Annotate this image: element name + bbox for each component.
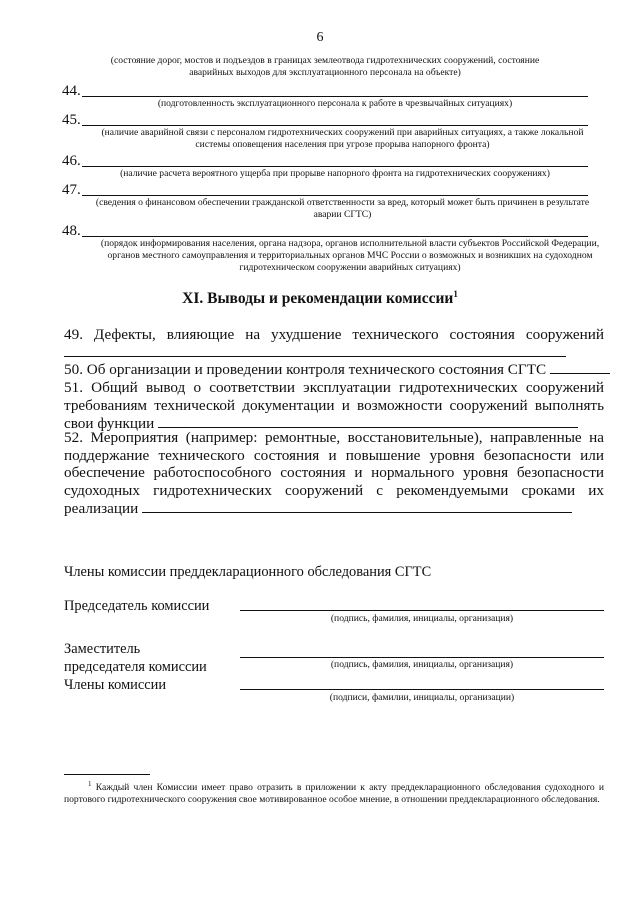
item-48-caption: (порядок информирования населения, органа надзора, органов исполнительной власти субъектов Российской Федерации, органов местного самоуправления и территориальных органов МЧС России о возможных и возникших на судоходном гидротехническом сооружении аварийных ситуациях)	[100, 238, 600, 273]
item-46-fill-line[interactable]	[82, 166, 588, 167]
item-47-fill-line[interactable]	[82, 195, 588, 196]
caption-item-43: (состояние дорог, мостов и подъездов в границах землеотвода гидротехнических сооружений, состояние аварийных выходов для эксплуатационного персонала на объекте)	[110, 55, 540, 78]
members-signature-line[interactable]	[240, 689, 604, 690]
footnote-text: Каждый член Комиссии имеет право отразить в приложении к акту преддекларационного обследования судоходного и портового гидротехнического сооружения свое мотивированное особое мнение, в отношении преддекларационного обследования.	[64, 782, 604, 806]
item-48-fill-line[interactable]	[82, 236, 588, 237]
footnote-separator	[64, 774, 150, 775]
item-44-number: 44.	[62, 83, 81, 99]
paragraph-52: 52. Мероприятия (например: ремонтные, восстановительные), направленные на поддержание технического состояния и повышение уровня безопасности или обеспечение работоспособного состояния и нормального уровня безопасности судоходных гидротехнических сооружений с рекомендуемыми сроками их реализации	[64, 429, 604, 518]
item-46-caption: (наличие расчета вероятного ущерба при прорыве напорного фронта на гидротехнических сооружениях)	[120, 168, 550, 179]
item-44-fill-line[interactable]	[82, 96, 588, 97]
paragraph-51: 51. Общий вывод о соответствии эксплуатации гидротехнических сооружений требованиям технической документации и возможности сооружений выполнять свои функции	[64, 379, 604, 433]
deputy-label-line2: председателя комиссии	[64, 659, 207, 675]
paragraph-49-fill-line[interactable]	[64, 356, 566, 357]
item-45-fill-line[interactable]	[82, 125, 588, 126]
paragraph-50-fill-line[interactable]	[550, 360, 610, 374]
item-47-caption: (сведения о финансовом обеспечении гражданской ответственности за вред, который может быть причинен в результате аварии СГТС)	[95, 197, 590, 220]
paragraph-49: 49. Дефекты, влияющие на ухудшение технического состояния сооружений	[64, 326, 604, 343]
paragraph-51-fill-line[interactable]	[158, 414, 578, 428]
footnote	[64, 779, 604, 807]
item-48-number: 48.	[62, 223, 81, 239]
footnote-mark: 1	[88, 779, 92, 788]
members-heading: Члены комиссии преддекларационного обследования СГТС	[64, 564, 432, 580]
item-46-number: 46.	[62, 153, 81, 169]
paragraph-50: 50. Об организации и проведении контроля технического состояния СГТС	[64, 360, 604, 379]
members-caption: (подписи, фамилии, инициалы, организации)	[329, 692, 515, 703]
deputy-signature-line[interactable]	[240, 657, 604, 658]
item-45-caption: (наличие аварийной связи с персоналом гидротехнических сооружений при аварийных ситуациях, а также локальной системы оповещения населения при угрозе прорыва напорного фронта)	[101, 127, 584, 150]
heading-footnote-mark: 1	[453, 288, 458, 299]
item-45-number: 45.	[62, 112, 81, 128]
section-heading: XI. Выводы и рекомендации комиссии$^1$	[182, 288, 458, 307]
chairman-label: Председатель комиссии	[64, 598, 210, 614]
deputy-label-line1: Заместитель	[64, 641, 141, 657]
members-label: Члены комиссии	[64, 677, 167, 693]
page-number: 6	[316, 30, 324, 45]
deputy-caption: (подпись, фамилия, инициалы, организация)	[330, 659, 514, 670]
chairman-signature-line[interactable]	[240, 610, 604, 611]
item-44-caption: (подготовленность эксплуатационного персонала к работе в чрезвычайных ситуациях)	[157, 98, 513, 109]
paragraph-52-fill-line[interactable]	[142, 499, 572, 513]
chairman-caption: (подпись, фамилия, инициалы, организация)	[330, 613, 514, 624]
item-47-number: 47.	[62, 182, 81, 198]
